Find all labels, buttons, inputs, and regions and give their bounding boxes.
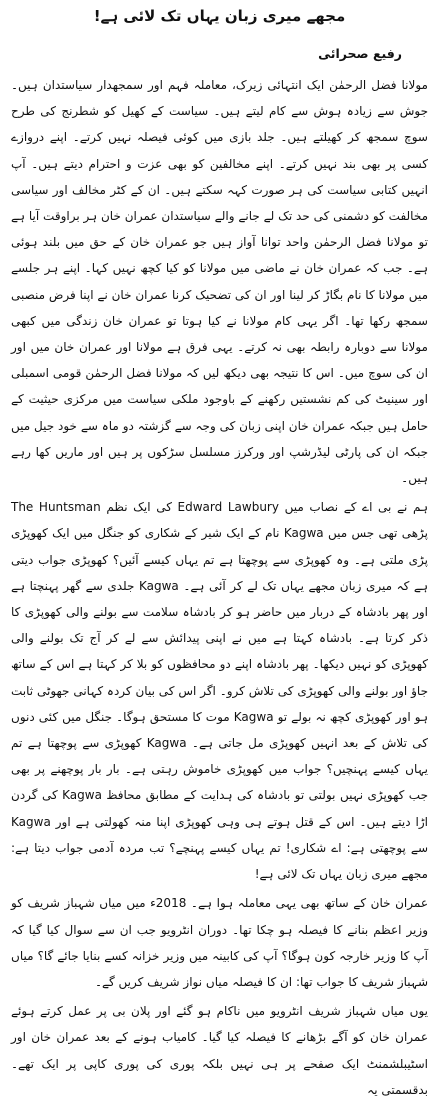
article-paragraph: مولانا فضل الرحمٰن ایک انتہائی زیرک، معاملہ فہم اور سمجھدار سیاستدان ہیں۔ جوش سے زیادہ ہوش سے کام لیتے ہیں۔ سیاست کے کھیل کو شطرنج کی طرح سوچ سمجھ کر کھیلتے ہیں۔ جلد بازی میں کوئی فیصلہ نہیں کرتے۔ اپنے دروازے کسی پر بھی بند نہیں کرتے۔ اپنے مخالفین کو بھی عزت و احترام دیتے ہیں۔ آپ انہیں کتابی سیاست کی ہر صورت کہہ سکتے ہیں۔ ان کے کٹر مخالف اور سیاسی مخالفت کو دشمنی کی حد تک لے جانے والے سیاستدان عمران خان ہر براوقت آیا ہے تو مولانا فضل الرحمٰن واحد توانا آواز ہیں جو عمران خان کے حق میں بلند ہوئی ہے۔ جب کہ عمران خان نے ماضی میں مولانا کو کیا کچھ نہیں کہا۔ اپنے ہر جلسے میں مولانا کا نام بگاڑ کر لینا اور ان کی تضحیک کرنا عمران خان نے اپنا فرض منصبی سمجھ رکھا تھا۔ اگر یہی کام مولانا نے کیا ہوتا تو عمران خان زندگی میں کبھی مولانا سے دوبارہ رابطہ بھی نہ کرتے۔ یہی فرق ہے مولانا اور عمران خان میں اور ان کی سوچ میں۔ اس کا نتیجہ بھی دیکھ لیں کہ مولانا فضل الرحمٰن قومی اسمبلی اور سینیٹ کی کم نشستیں رکھنے کے باوجود ملکی سیاست میں مرکزی حیثیت کے حامل ہیں جبکہ عمران خان اپنی زبان کی وجہ سے گزشتہ دو ماہ سے خود جیل میں جبکہ ان کی پارٹی لیڈرشپ اور ورکرز مسلسل سڑکوں پر ہیں اور ماریں کھا رہے ہیں۔ bbox=[11, 78, 428, 486]
article-title: مجھے میری زبان یہاں تک لائی ہے! bbox=[93, 7, 346, 25]
author-name: رفیع صحرائی bbox=[318, 46, 402, 61]
article-paragraph: یوں میاں شہباز شریف انٹرویو میں ناکام ہو گئے اور پلان بی پر عمل کرتے ہوئے عمران خان کو آگے بڑھانے کا فیصلہ کیا گیا۔ کامیاب ہونے کے بعد عمران خان اور اسٹیبلشمنٹ ایک صفحے پر ہی نہیں بلکہ پوری کی پوری کاپی پر ایک تھے۔ بدقسمتی یہ bbox=[11, 1004, 428, 1097]
article-paragraph: عمران خان کے ساتھ بھی یہی معاملہ ہوا ہے۔ 2018ء میں میاں شہباز شریف کو وزیر اعظم بنانے کا فیصلہ ہو چکا تھا۔ دوران انٹرویو جب ان سے سوال کیا گیا کہ آپ کا وزیر خارجہ کون ہوگا؟ آپ کی کابینہ میں وزیر خزانہ کسے بنایا جائے گا؟ میاں شہباز شریف کا جواب تھا: ان کا فیصلہ میاں نواز شریف کریں گے۔ bbox=[11, 896, 428, 989]
article-paragraph: ہم نے بی اے کے نصاب میں Edward Lawbury کی ایک نظم The Huntsman پڑھی تھی جس میں Kagwa نام کے ایک شیر کے شکاری کو جنگل میں ایک کھوپڑی پڑی ملتی ہے۔ وہ کھوپڑی سے پوچھتا ہے تم یہاں کیسے آئیں؟ کھوپڑی جواب دیتی ہے کہ میری زبان مجھے یہاں تک لے کر آئی ہے۔ Kagwa جلدی سے گھر پہنچتا ہے اور پھر بادشاہ کے دربار میں حاضر ہو کر بادشاہ سلامت سے بولنے والی کھوپڑی کا ذکر کرتا ہے۔ بادشاہ کہتا ہے میں نے اپنی پیدائش سے لے کر آج تک بولنے والی کھوپڑی کو نہیں دیکھا۔ پھر بادشاہ اپنے دو محافظوں کو بلا کر کہتا ہے اس کے ساتھ جاؤ اور بولنے والی کھوپڑی کی تلاش کرو۔ اگر اس کی بیان کردہ کہانی جھوٹی ثابت ہو اور کھوپڑی کچھ نہ بولے تو Kagwa موت کا مستحق ہوگا۔ جنگل میں کئی دنوں کی تلاش کے بعد انہیں کھوپڑی مل جاتی ہے۔ Kagwa کھوپڑی سے پوچھتا ہے تم یہاں کیسے پہنچیں؟ جواب میں کھوپڑی خاموش رہتی ہے۔ بار بار پوچھنے پر بھی جب کھوپڑی نہیں بولتی تو بادشاہ کی ہدایت کے مطابق محافظ Kagwa کی گردن اڑا دیتے ہیں۔ اس کے قتل ہوتے ہی وہی کھوپڑی اپنا منہ کھولتی ہے اور Kagwa سے پوچھتی ہے: اے شکاری! تم یہاں کیسے پہنچے؟ تب مردہ آدمی جواب دیتا ہے: مجھے میری زبان یہاں تک لائی ہے! bbox=[11, 500, 429, 882]
